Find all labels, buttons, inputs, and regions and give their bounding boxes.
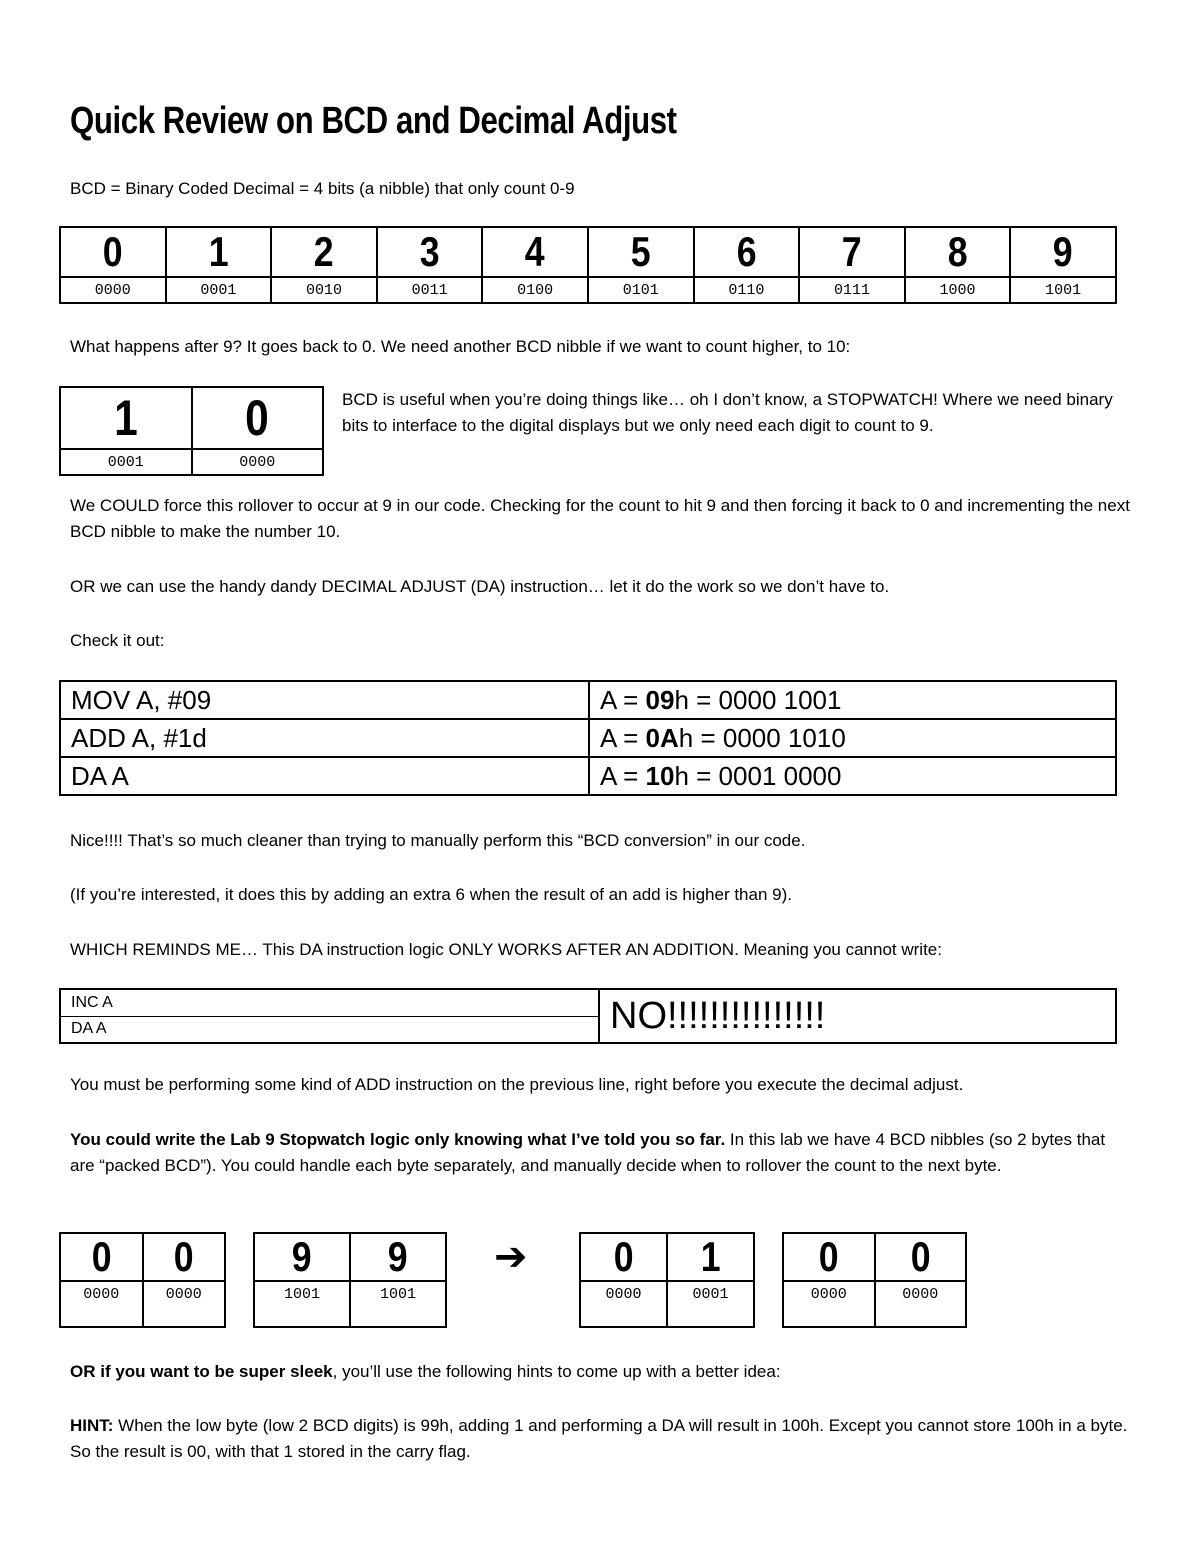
byte-bits: 0001 xyxy=(667,1281,754,1327)
bcd-digit-cell: 2 xyxy=(271,227,377,277)
ten-bits-ones: 0000 xyxy=(192,449,324,475)
bad-code-line-1: INC A xyxy=(60,989,599,1016)
ten-digit-ones: 0 xyxy=(192,387,324,449)
ten-table xyxy=(59,386,324,476)
byte-after-high xyxy=(579,1232,755,1328)
byte-bits: 0000 xyxy=(580,1281,667,1327)
byte-bits: 0000 xyxy=(143,1281,226,1327)
check-it-out: Check it out: xyxy=(70,631,165,650)
bcd-digit-cell: 5 xyxy=(588,227,694,277)
bcd-digit-cell: 4 xyxy=(482,227,588,277)
byte-bits: 0000 xyxy=(783,1281,875,1327)
byte-digit: 0 xyxy=(143,1233,226,1281)
bcd-bits-cell: 0010 xyxy=(271,277,377,303)
bcd-digit-cell: 0 xyxy=(60,227,166,277)
page-title: Quick Review on BCD and Decimal Adjust xyxy=(70,100,677,142)
bcd-bits-cell: 0011 xyxy=(377,277,483,303)
byte-digit: 1 xyxy=(667,1233,754,1281)
bcd-bits-cell: 0111 xyxy=(799,277,905,303)
interested-paragraph: (If you’re interested, it does this by adding an extra 6 when the result of an add is higher than 9). xyxy=(70,885,792,904)
byte-bits: 1001 xyxy=(350,1281,446,1327)
bcd-bits-cell: 1001 xyxy=(1010,277,1116,303)
reminds-paragraph: WHICH REMINDS ME… This DA instruction logic ONLY WORKS AFTER AN ADDITION. Meaning you cannot write: xyxy=(70,940,942,959)
bcd-bits-cell: 0100 xyxy=(482,277,588,303)
code-result: A = 0Ah = 0000 1010 xyxy=(589,719,1116,757)
bcd-bits-cell: 0101 xyxy=(588,277,694,303)
byte-digit: 0 xyxy=(783,1233,875,1281)
byte-digit: 0 xyxy=(875,1233,967,1281)
force-rollover-paragraph: We COULD force this rollover to occur at 9 in our code. Checking for the count to hit 9 and then forcing it back to 0 and incrementing the next BCD nibble to make the number 10. xyxy=(70,496,1130,541)
bcd-bits-cell: 1000 xyxy=(905,277,1011,303)
nice-paragraph: Nice!!!! That’s so much cleaner than trying to manually perform this “BCD conversion” in our code. xyxy=(70,831,806,850)
code-row xyxy=(60,719,1116,757)
code-instruction: MOV A, #09 xyxy=(60,681,589,719)
stopwatch-note: BCD is useful when you’re doing things like… oh I don’t know, a STOPWATCH! Where we need binary bits to interface to the digital displays but we only need each digit to count to 9. xyxy=(342,390,1113,435)
ten-digit-tens: 1 xyxy=(60,387,192,449)
sleek-paragraph: OR if you want to be super sleek, you’ll use the following hints to come up with a better idea: xyxy=(70,1362,781,1381)
bcd-digit-cell: 9 xyxy=(1010,227,1116,277)
bad-code-line-2: DA A xyxy=(60,1016,599,1043)
intro-paragraph: BCD = Binary Coded Decimal = 4 bits (a nibble) that only count 0-9 xyxy=(70,179,575,198)
code-row xyxy=(60,681,1116,719)
code-instruction: DA A xyxy=(60,757,589,795)
code-result: A = 09h = 0000 1001 xyxy=(589,681,1116,719)
byte-bits: 0000 xyxy=(60,1281,143,1327)
bcd-digit-cell: 3 xyxy=(377,227,483,277)
code-row xyxy=(60,757,1116,795)
lab9-paragraph: You could write the Lab 9 Stopwatch logic only knowing what I’ve told you so far. In this lab we have 4 BCD nibbles (so 2 bytes that are “packed BCD”). You could handle each byte separately, and manually decide when to rollover the count to the next byte. xyxy=(70,1130,1106,1175)
bcd-bits-cell: 0000 xyxy=(60,277,166,303)
byte-digit: 9 xyxy=(254,1233,350,1281)
byte-digit: 0 xyxy=(580,1233,667,1281)
bcd-digit-cell: 1 xyxy=(166,227,272,277)
byte-bits: 1001 xyxy=(254,1281,350,1327)
byte-before-low xyxy=(253,1232,447,1328)
bcd-digit-cell: 6 xyxy=(694,227,800,277)
bad-code-table xyxy=(59,988,1117,1044)
byte-digit: 9 xyxy=(350,1233,446,1281)
ten-bits-tens: 0001 xyxy=(60,449,192,475)
code-result: A = 10h = 0001 0000 xyxy=(589,757,1116,795)
right-arrow-icon: ➔ xyxy=(494,1235,528,1279)
byte-digit: 0 xyxy=(60,1233,143,1281)
da-intro-paragraph: OR we can use the handy dandy DECIMAL ADJUST (DA) instruction… let it do the work so we don’t have to. xyxy=(70,577,890,596)
bcd-bits-cell: 0001 xyxy=(166,277,272,303)
must-add-paragraph: You must be performing some kind of ADD instruction on the previous line, right before you execute the decimal adjust. xyxy=(70,1075,964,1094)
after-nine-paragraph: What happens after 9? It goes back to 0. We need another BCD nibble if we want to count higher, to 10: xyxy=(70,337,851,356)
bad-code-verdict: NO!!!!!!!!!!!!!!! xyxy=(599,989,1116,1043)
byte-before-high xyxy=(59,1232,226,1328)
byte-after-low xyxy=(782,1232,967,1328)
code-instruction: ADD A, #1d xyxy=(60,719,589,757)
bcd-table xyxy=(59,226,1117,304)
bcd-digit-cell: 8 xyxy=(905,227,1011,277)
hint-paragraph: HINT: When the low byte (low 2 BCD digits) is 99h, adding 1 and performing a DA will result in 100h. Except you cannot store 100h in a byte. So the result is 00, with that 1 stored in the carry flag. xyxy=(70,1416,1128,1461)
bcd-bits-cell: 0110 xyxy=(694,277,800,303)
bcd-digit-cell: 7 xyxy=(799,227,905,277)
code-example-table xyxy=(59,680,1117,796)
byte-bits: 0000 xyxy=(875,1281,967,1327)
